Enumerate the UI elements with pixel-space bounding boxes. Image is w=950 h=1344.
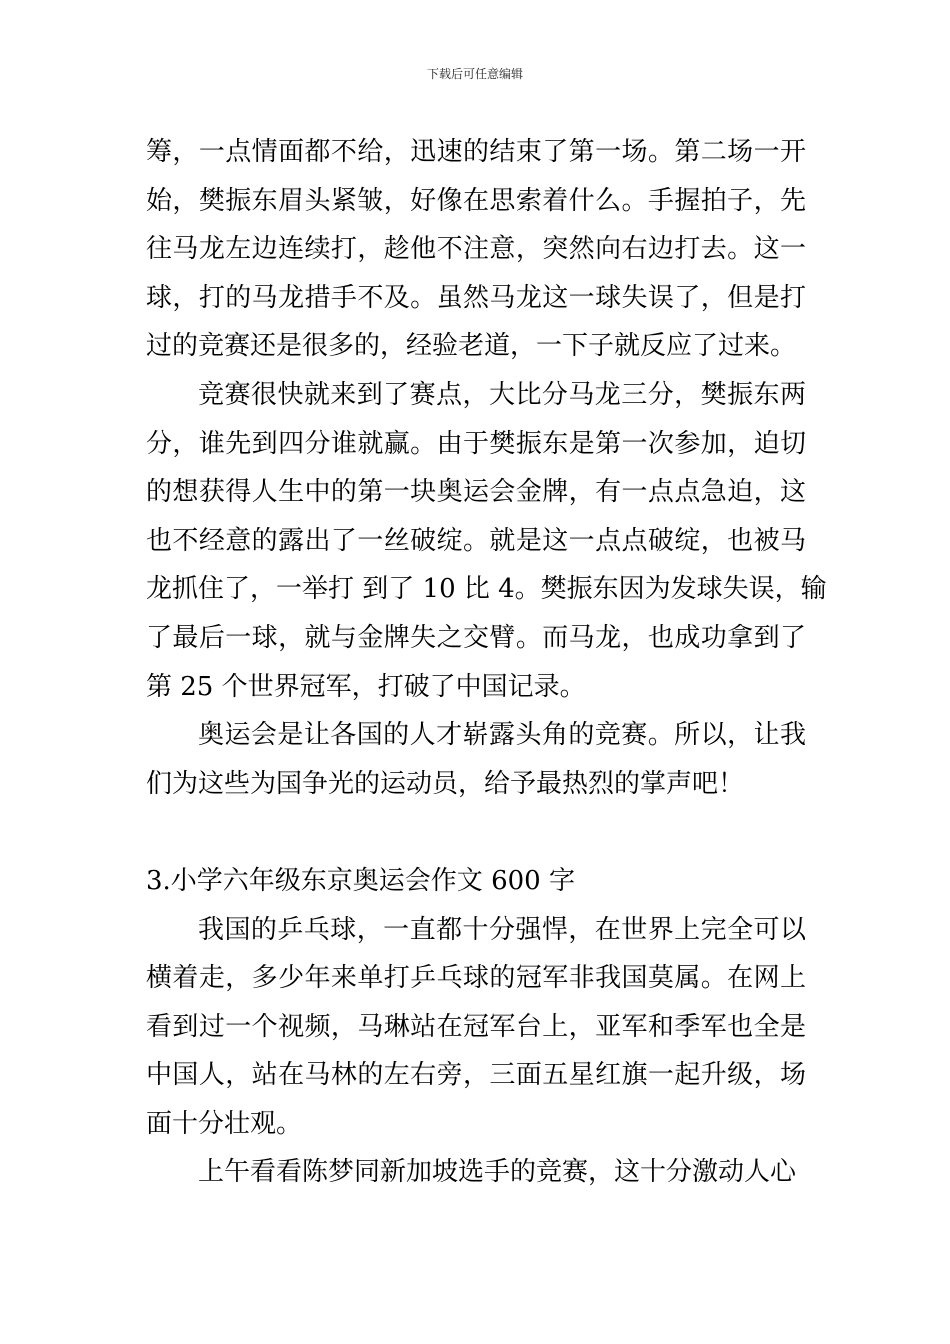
page-header: 下载后可任意编辑 — [426, 67, 523, 81]
section-heading: 3.小学六年级东京奥运会作文 600 字 — [146, 865, 575, 896]
paragraph — [146, 371, 827, 711]
text-line: 球，打的马龙措手不及。虽然马龙这一球失误了，但是打 — [146, 282, 806, 313]
paragraph — [146, 128, 806, 371]
text-line: 分，谁先到四分谁就赢。由于樊振东是第一次参加，迫切 — [146, 428, 806, 459]
text-line: 往马龙左边连续打，趁他不注意，突然向右边打去。这一 — [146, 234, 806, 265]
paragraph — [146, 711, 806, 808]
text-line: 们为这些为国争光的运动员，给予最热烈的掌声吧！ — [146, 768, 745, 799]
text-line: 上午看看陈梦同新加坡选手的竞赛，这十分激动人心 — [198, 1157, 797, 1188]
paragraph — [146, 1148, 806, 1197]
document-body — [146, 128, 827, 1197]
text-line: 的想获得人生中的第一块奥运会金牌，有一点点急迫，这 — [146, 477, 806, 508]
text-line: 龙抓住了，一举打 到了 10 比 4。樊振东因为发球失误，输 — [146, 574, 827, 605]
text-line: 筹，一点情面都不给，迅速的结束了第一场。第二场一开 — [146, 137, 806, 167]
blank-line — [146, 808, 806, 857]
text-line: 奥运会是让各国的人才崭露头角的竞赛。所以，让我 — [198, 720, 806, 751]
text-line: 始，樊振东眉头紧皱，好像在思索着什么。手握拍子，先 — [146, 185, 806, 216]
text-line: 中国人，站在马林的左右旁，三面五星红旗一起升级，场 — [146, 1060, 806, 1091]
text-line: 看到过一个视频，马琳站在冠军台上，亚军和季军也全是 — [146, 1011, 806, 1042]
text-line: 也不经意的露出了一丝破绽。就是这一点点破绽，也被马 — [146, 525, 806, 556]
text-line: 横着走，多少年来单打乒乓球的冠军非我国莫属。在网上 — [146, 963, 806, 994]
text-line: 竞赛很快就来到了赛点，大比分马龙三分，樊振东两 — [198, 379, 806, 410]
text-line: 过的竞赛还是很多的，经验老道，一下子就反应了过来。 — [146, 331, 797, 362]
text-line: 第 25 个世界冠军，打破了中国记录。 — [146, 671, 586, 702]
text-line: 面十分壮观。 — [146, 1108, 303, 1139]
text-line: 我国的乒乓球，一直都十分强悍，在世界上完全可以 — [198, 914, 806, 945]
paragraph — [146, 906, 806, 1149]
text-line: 了最后一球，就与金牌失之交臂。而马龙，也成功拿到了 — [146, 622, 806, 653]
